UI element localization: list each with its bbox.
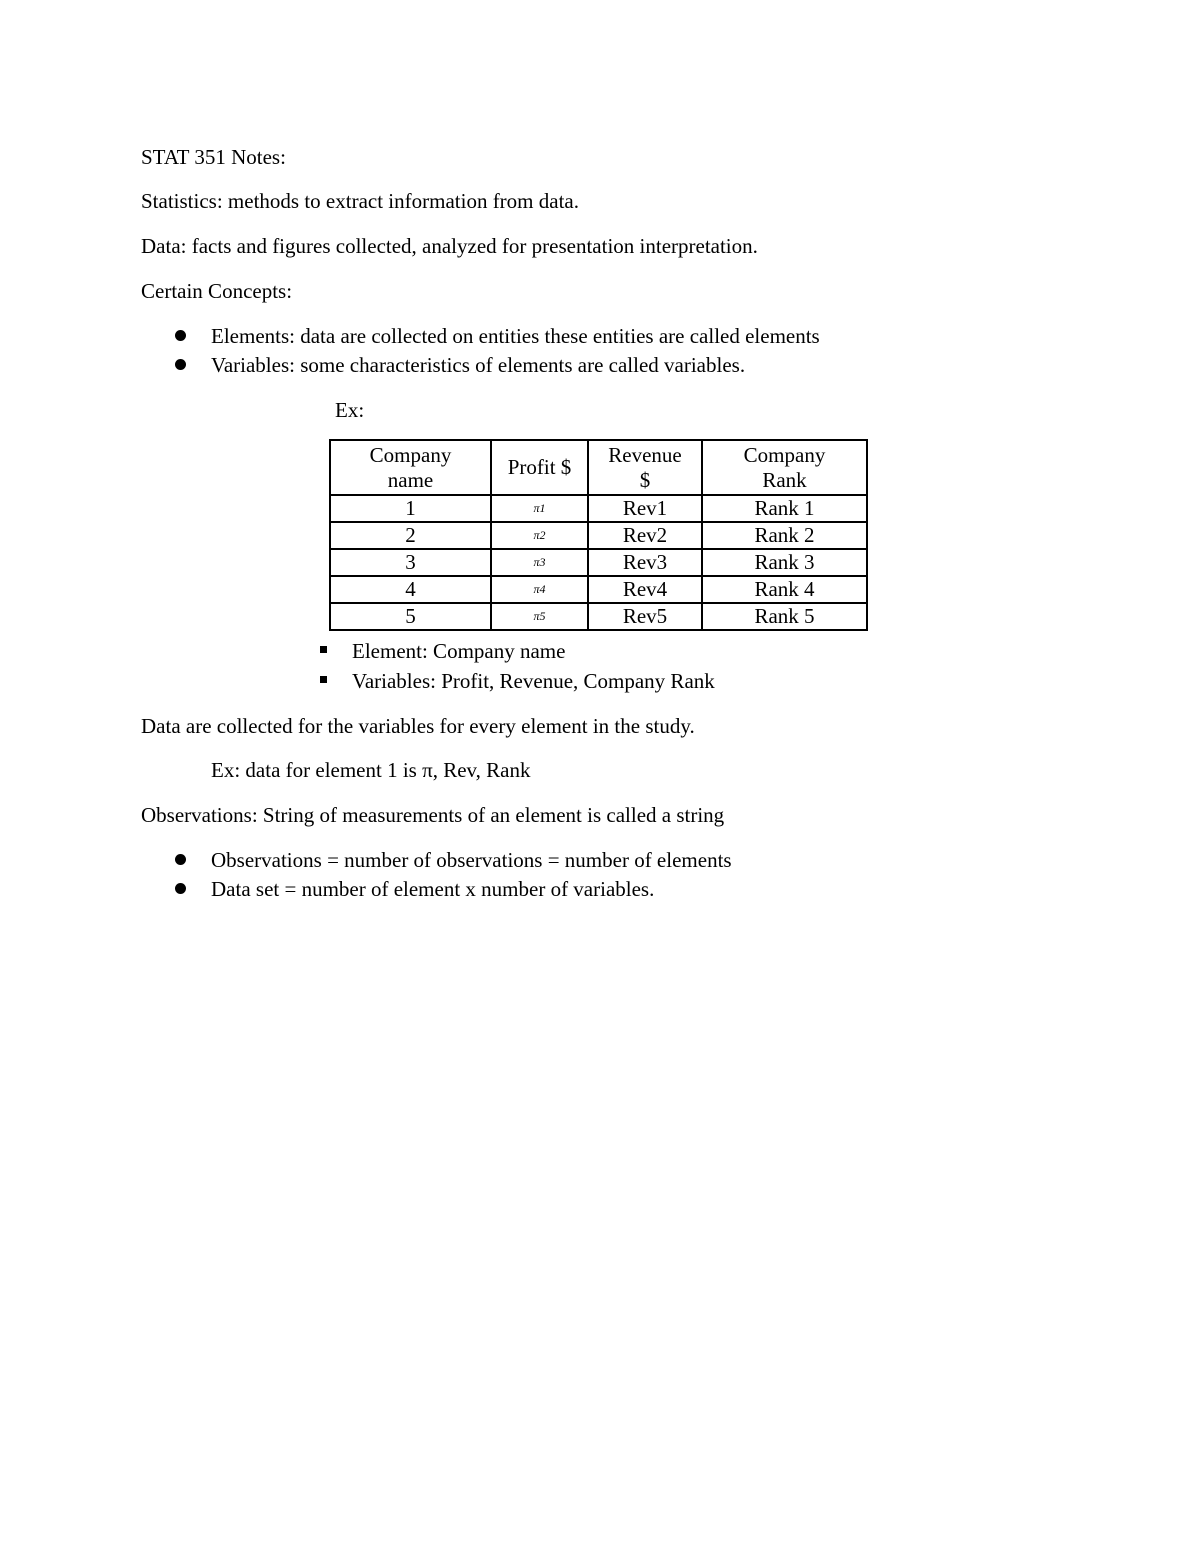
concept-item-variables: Variables: some characteristics of elements are called variables.	[211, 353, 746, 377]
data-definition: Data: facts and figures collected, analyzed for presentation interpretation.	[141, 234, 758, 258]
table-row	[330, 522, 867, 549]
cell-company: 3	[330, 549, 491, 576]
header-company-name: Company name	[330, 440, 491, 495]
table-header-row	[330, 440, 867, 495]
bullet-icon	[175, 359, 186, 370]
header-revenue: Revenue $	[588, 440, 702, 495]
cell-rank: Rank 4	[702, 576, 867, 603]
cell-revenue: Rev3	[588, 549, 702, 576]
cell-company: 4	[330, 576, 491, 603]
table-row	[330, 549, 867, 576]
example-label: Ex:	[335, 398, 365, 422]
cell-profit: π1	[491, 495, 588, 522]
cell-rank: Rank 2	[702, 522, 867, 549]
cell-rank: Rank 1	[702, 495, 867, 522]
cell-revenue: Rev1	[588, 495, 702, 522]
collection-statement: Data are collected for the variables for every element in the study.	[141, 714, 695, 738]
collection-example: Ex: data for element 1 is π, Rev, Rank	[211, 758, 531, 782]
concept-item-elements: Elements: data are collected on entities these entities are called elements	[211, 324, 820, 348]
observations-definition: Observations: String of measurements of an element is called a string	[141, 803, 725, 827]
cell-profit: π3	[491, 549, 588, 576]
page-title: STAT 351 Notes:	[141, 145, 286, 169]
table-row	[330, 603, 867, 630]
bullet-icon	[175, 883, 186, 894]
cell-revenue: Rev2	[588, 522, 702, 549]
statistics-definition: Statistics: methods to extract information from data.	[141, 189, 579, 213]
square-bullet-icon	[320, 646, 327, 653]
header-profit: Profit $	[491, 440, 588, 495]
bullet-icon	[175, 330, 186, 341]
table-row	[330, 576, 867, 603]
header-company-rank: Company Rank	[702, 440, 867, 495]
table-row	[330, 495, 867, 522]
cell-profit: π5	[491, 603, 588, 630]
cell-company: 1	[330, 495, 491, 522]
bullet-icon	[175, 854, 186, 865]
cell-profit: π4	[491, 576, 588, 603]
observation-point-dataset: Data set = number of element x number of variables.	[211, 877, 655, 901]
table-note-element: Element: Company name	[352, 639, 566, 663]
cell-rank: Rank 3	[702, 549, 867, 576]
concepts-heading: Certain Concepts:	[141, 279, 293, 303]
observation-point-count: Observations = number of observations = number of elements	[211, 848, 732, 872]
cell-company: 2	[330, 522, 491, 549]
example-table	[329, 439, 868, 631]
cell-profit: π2	[491, 522, 588, 549]
cell-company: 5	[330, 603, 491, 630]
table-note-variables: Variables: Profit, Revenue, Company Rank	[352, 669, 715, 693]
cell-rank: Rank 5	[702, 603, 867, 630]
square-bullet-icon	[320, 676, 327, 683]
cell-revenue: Rev4	[588, 576, 702, 603]
cell-revenue: Rev5	[588, 603, 702, 630]
